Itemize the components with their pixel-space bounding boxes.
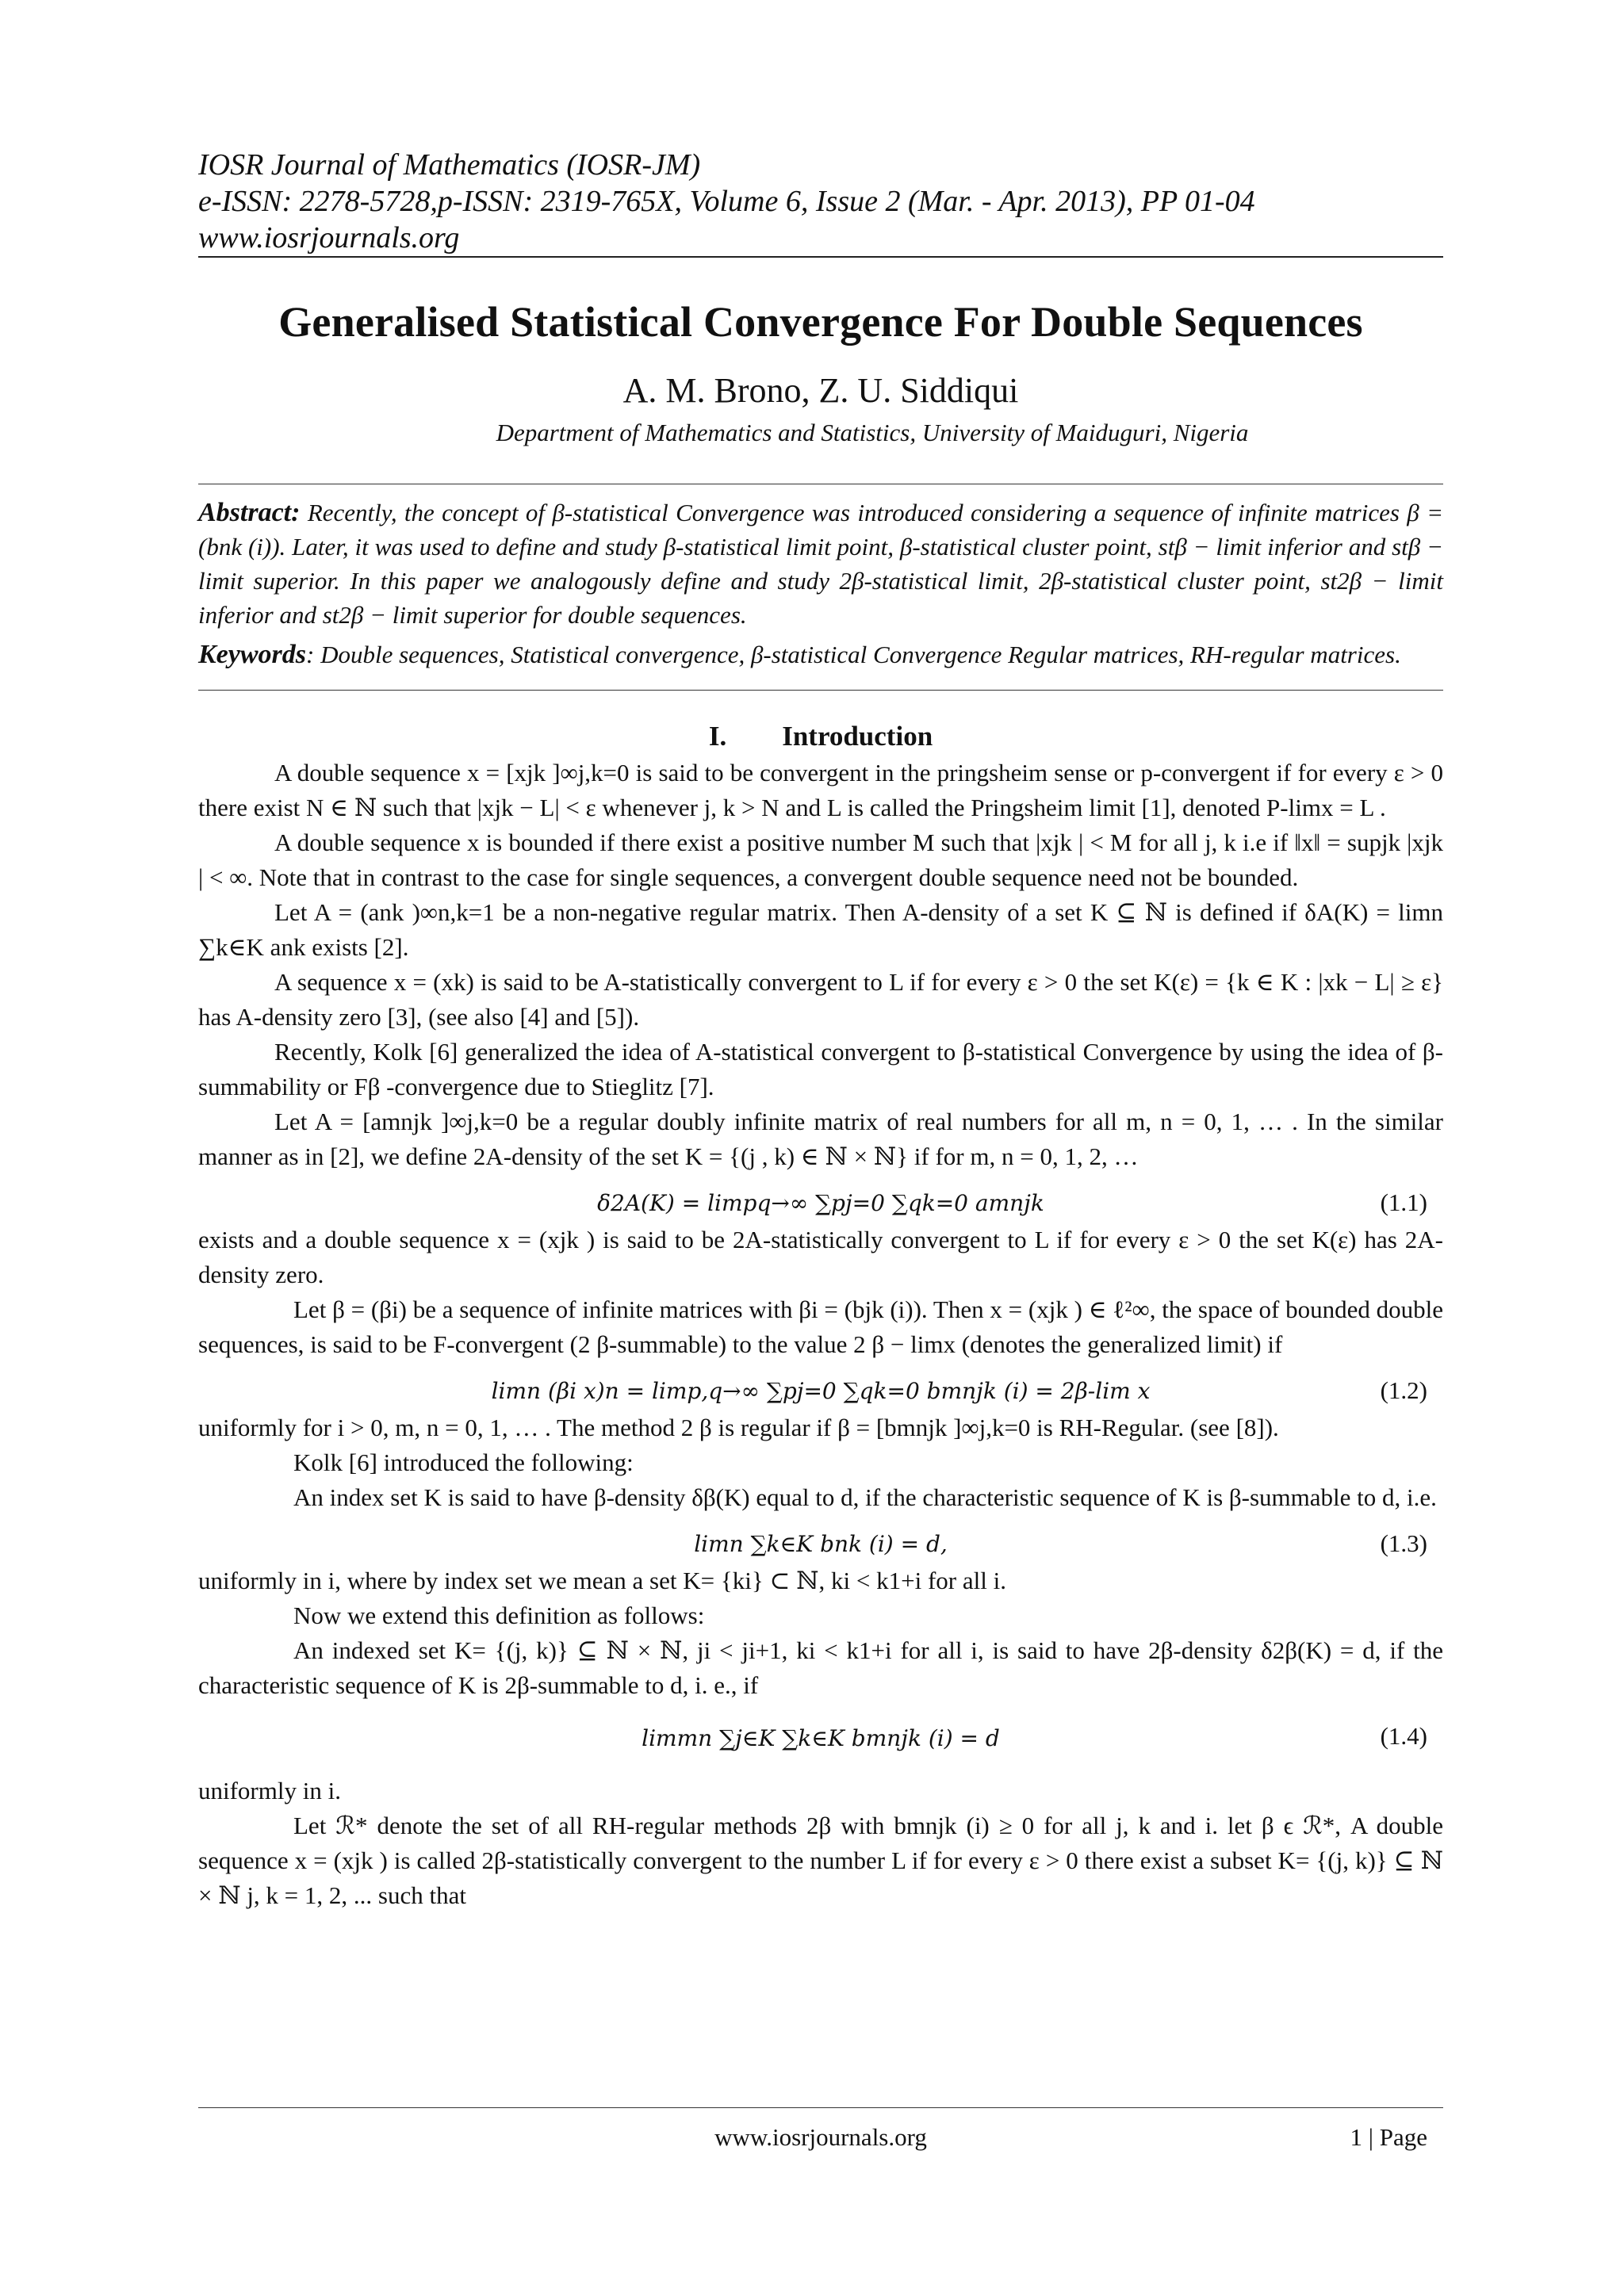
footer-divider — [198, 2107, 1443, 2108]
paragraph: Let ℛ* denote the set of all RH-regular methods 2β with bmnjk (i) ≥ 0 for all j, k and i. let β ϵ ℛ*, A double sequence x = (xjk ) is called 2β-statistically convergent to the number L if for every ε > 0 there exist a subset K= {(j, k)} ⊆ ℕ × ℕ j, k = 1, 2, ... such that — [198, 1812, 1443, 1909]
paper-page — [198, 147, 1443, 1913]
paragraph: A sequence x = (xk) is said to be A-statistically convergent to L if for every ε > 0 the set K(ε) = {k ∈ K : |xk − L| ≥ ε} has A-density zero [3], (see also [4] and [5]). — [198, 968, 1443, 1031]
paragraph: A double sequence x is bounded if there exist a positive number M such that |xjk | < M for all j, k i.e if ‖x‖ = supjk |xjk | < ∞. Note that in contrast to the case for single sequences, a convergent double sequence need not be bounded. — [198, 828, 1443, 891]
paragraph: Kolk [6] introduced the following: — [293, 1448, 634, 1476]
abstract-label: Abstract: — [198, 498, 301, 527]
paragraph: uniformly in i. — [198, 1777, 341, 1804]
abstract-bottom-divider — [198, 690, 1443, 691]
equation-number: (1.1) — [1380, 1188, 1427, 1216]
keywords — [198, 638, 1443, 671]
equation-text: limn ∑k∈K bnk (i) = d, — [694, 1531, 948, 1557]
equation-number: (1.2) — [1380, 1376, 1427, 1404]
keywords-label: Keywords — [198, 640, 306, 669]
section-number: I. — [708, 721, 727, 752]
paragraph: uniformly for i > 0, m, n = 0, 1, … . The method 2 β is regular if β = [bmnjk ]∞j,k=0 is RH-Regular. (see [8]). — [198, 1414, 1279, 1441]
paragraph: exists and a double sequence x = (xjk ) is said to be 2A-statistically convergent to L if for every ε > 0 the set K(ε) has 2A-density zero. — [198, 1226, 1443, 1288]
journal-site: www.iosrjournals.org — [198, 221, 460, 254]
keywords-text: : Double sequences, Statistical convergence, β-statistical Convergence Regular matrices, RH-regular matrices. — [306, 641, 1401, 668]
equation-text: limmn ∑j∈K ∑k∈K bmnjk (i) = d — [642, 1725, 1000, 1751]
page-number: 1 | Page — [1350, 2123, 1427, 2151]
abstract — [198, 496, 1443, 632]
paragraph: Let A = [amnjk ]∞j,k=0 be a regular doubly infinite matrix of real numbers for all m, n = 0, 1, … . In the similar manner as in [2], we define 2A-density of the set K = {(j , k) ∈ ℕ × ℕ} if for m, n = 0, 1, 2, … — [198, 1108, 1443, 1170]
paragraph: An indexed set K= {(j, k)} ⊆ ℕ × ℕ, ji < ji+1, ki < k1+i for all i, is said to have 2β-density δ2β(K) = d, if the characteristic sequence of K is 2β-summable to d, i. e., if — [198, 1636, 1443, 1699]
equation-1-2 — [198, 1373, 1443, 1409]
page-footer — [198, 2107, 1443, 2151]
body-text — [198, 756, 1443, 1913]
paragraph: Recently, Kolk [6] generalized the idea of A-statistical convergent to β-statistical Convergence by using the idea of β-summability or Fβ -convergence due to Stieglitz [7]. — [198, 1038, 1443, 1100]
equation-text: δ2A(K) = limpq→∞ ∑pj=0 ∑qk=0 amnjk — [597, 1190, 1044, 1216]
equation-number: (1.3) — [1380, 1529, 1427, 1557]
paragraph: Let A = (ank )∞n,k=1 be a non-negative regular matrix. Then A-density of a set K ⊆ ℕ is defined if δA(K) = limn ∑k∈K ank exists [2]. — [198, 898, 1443, 961]
equation-number: (1.4) — [1380, 1722, 1427, 1750]
journal-name: IOSR Journal of Mathematics (IOSR-JM) — [198, 148, 701, 182]
header-divider — [198, 256, 1443, 258]
paragraph: Now we extend this definition as follows: — [293, 1601, 705, 1629]
paragraph: An index set K is said to have β-density δβ(K) equal to d, if the characteristic sequence of K is β-summable to d, i.e. — [293, 1483, 1437, 1511]
footer-site: www.iosrjournals.org — [714, 2123, 927, 2151]
paragraph: uniformly in i, where by index set we mean a set K= {ki} ⊂ ℕ, ki < k1+i for all i. — [198, 1567, 1006, 1594]
section-heading — [198, 721, 1443, 752]
paper-authors: A. M. Brono, Z. U. Siddiqui — [622, 371, 1019, 410]
equation-1-1 — [198, 1185, 1443, 1221]
journal-issn: e-ISSN: 2278-5728,p-ISSN: 2319-765X, Volume 6, Issue 2 (Mar. - Apr. 2013), PP 01-04 — [198, 185, 1255, 218]
equation-text: limn (βi x)n = limp,q→∞ ∑pj=0 ∑qk=0 bmnjk (i) = 2β-lim x — [491, 1378, 1151, 1404]
paragraph: Let β = (βi) be a sequence of infinite matrices with βi = (bjk (i)). Then x = (xjk ) ∈ ℓ²∞, the space of bounded double sequences, is said to be F-convergent (2 β-summable) to the value 2 β − limx (denotes the generalized limit) if — [198, 1295, 1443, 1358]
equation-1-4 — [198, 1719, 1443, 1756]
equation-1-3 — [198, 1526, 1443, 1562]
section-title: Introduction — [782, 721, 933, 752]
paper-affiliation: Department of Mathematics and Statistics, University of Maiduguri, Nigeria — [496, 419, 1249, 446]
paragraph: A double sequence x = [xjk ]∞j,k=0 is said to be convergent in the pringsheim sense or p-convergent if for every ε > 0 there exist N ∈ ℕ such that |xjk − L| < ε whenever j, k > N and L is called the Pringsheim limit [1], denoted P-limx = L . — [198, 759, 1443, 821]
abstract-text: Recently, the concept of β-statistical Convergence was introduced considering a sequence of infinite matrices β = (bnk (i)). Later, it was used to define and study β-statistical limit point, β-statistical cluster point, stβ − limit inferior and stβ − limit superior. In this paper we analogously define and study 2β-statistical limit, 2β-statistical cluster point, st2β − limit inferior and st2β − limit superior for double sequences. — [198, 499, 1444, 629]
paper-title: Generalised Statistical Convergence For Double Sequences — [278, 298, 1363, 346]
